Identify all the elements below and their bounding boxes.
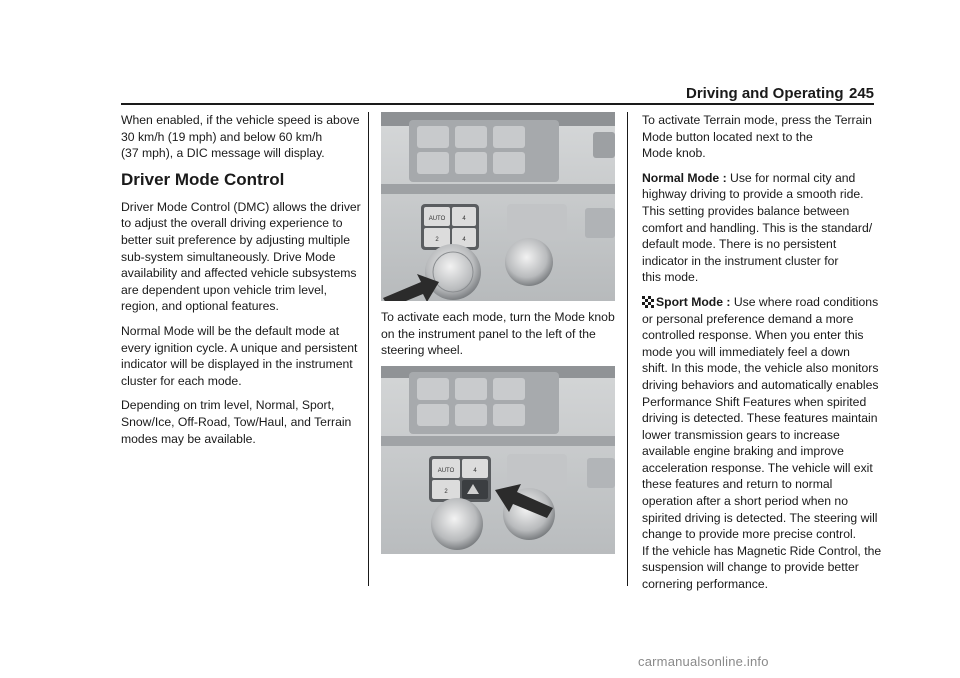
btn-4h-label: 4 bbox=[462, 216, 466, 222]
trim-modes-paragraph: Depending on trim level, Normal, Sport, Snow/Ice, Off-Road, Tow/Haul, and Terrain modes may be available. bbox=[121, 398, 352, 446]
normal-default-paragraph: Normal Mode will be the default mode at every ignition cycle. A unique and persistent indicator will be displayed in the instrument cluster for each mode. bbox=[121, 323, 358, 388]
normal-mode-label: Normal Mode : bbox=[642, 170, 727, 185]
btn-2h-label: 2 bbox=[435, 237, 439, 243]
column-3 bbox=[642, 112, 882, 601]
column-divider-left bbox=[368, 112, 369, 586]
mode-knob-photo bbox=[381, 112, 615, 301]
sport-mode-paragraph: Sport Mode : Use where road conditions or personal preference demand a more controlled response. When you enter this mode you will immediately feel a down shift. In this mode, the vehicle also monitors driving behaviors and automatically enables Performance Shift Features when spirited driving is detected. These features maintain lower transmission gears to increase available engine braking and improve acceleration response. The vehicle will exit these features and return to normal operation after a short period when no spirited driving is detected. The steering will change to provide more precise control. If the vehicle has Magnetic Ride Control, the suspension will change to provide better cornering performance. bbox=[642, 294, 882, 592]
btn2-4h-label: 4 bbox=[473, 468, 477, 474]
temperature-knob bbox=[505, 238, 553, 286]
mode-knob-2 bbox=[431, 498, 483, 550]
running-header bbox=[0, 85, 960, 105]
section-title: Driving and Operating bbox=[686, 85, 844, 102]
btn-4l-label: 4 bbox=[462, 237, 466, 243]
normal-mode-paragraph: Normal Mode : Use for normal city and highway driving to provide a smooth ride. This setting provides balance between comfort and handling. This is the standard/ default mode. There is no persistent indicator in the instrument cluster for this mode. bbox=[642, 170, 873, 285]
page-number: 245 bbox=[849, 85, 875, 102]
btn-auto-label: AUTO bbox=[428, 216, 446, 222]
btn2-auto-label: AUTO bbox=[437, 468, 455, 474]
terrain-button-illustration bbox=[381, 366, 615, 554]
speed-paragraph: When enabled, if the vehicle speed is above 30 km/h (19 mph) and below 60 km/h (37 mph), a DIC message will display. bbox=[121, 113, 360, 161]
btn2-2h-label: 2 bbox=[444, 489, 448, 495]
checkered-flag-icon bbox=[642, 296, 654, 308]
mode-knob-caption: To activate each mode, turn the Mode knob on the instrument panel to the left of the steering wheel. bbox=[381, 310, 615, 358]
column-divider-right bbox=[627, 112, 628, 586]
section-heading: Driver Mode Control bbox=[121, 169, 285, 189]
dmc-intro-paragraph: Driver Mode Control (DMC) allows the driver to adjust the overall driving experience to better suit preference by adjusting multiple sub-system simultaneously. Drive Mode availability and affected vehicle subsystems are dependent upon vehicle trim level, region, and optional features. bbox=[121, 199, 361, 314]
mode-knob-illustration bbox=[381, 112, 615, 301]
terrain-button-photo bbox=[381, 366, 615, 554]
column-1 bbox=[121, 112, 361, 455]
sport-mode-label: Sport Mode : bbox=[656, 294, 731, 309]
column-2 bbox=[381, 309, 621, 367]
terrain-paragraph: To activate Terrain mode, press the Terrain Mode button located next to the Mode knob. bbox=[642, 113, 872, 161]
watermark: carmanualsonline.info bbox=[638, 654, 769, 669]
header-rule bbox=[121, 103, 874, 105]
